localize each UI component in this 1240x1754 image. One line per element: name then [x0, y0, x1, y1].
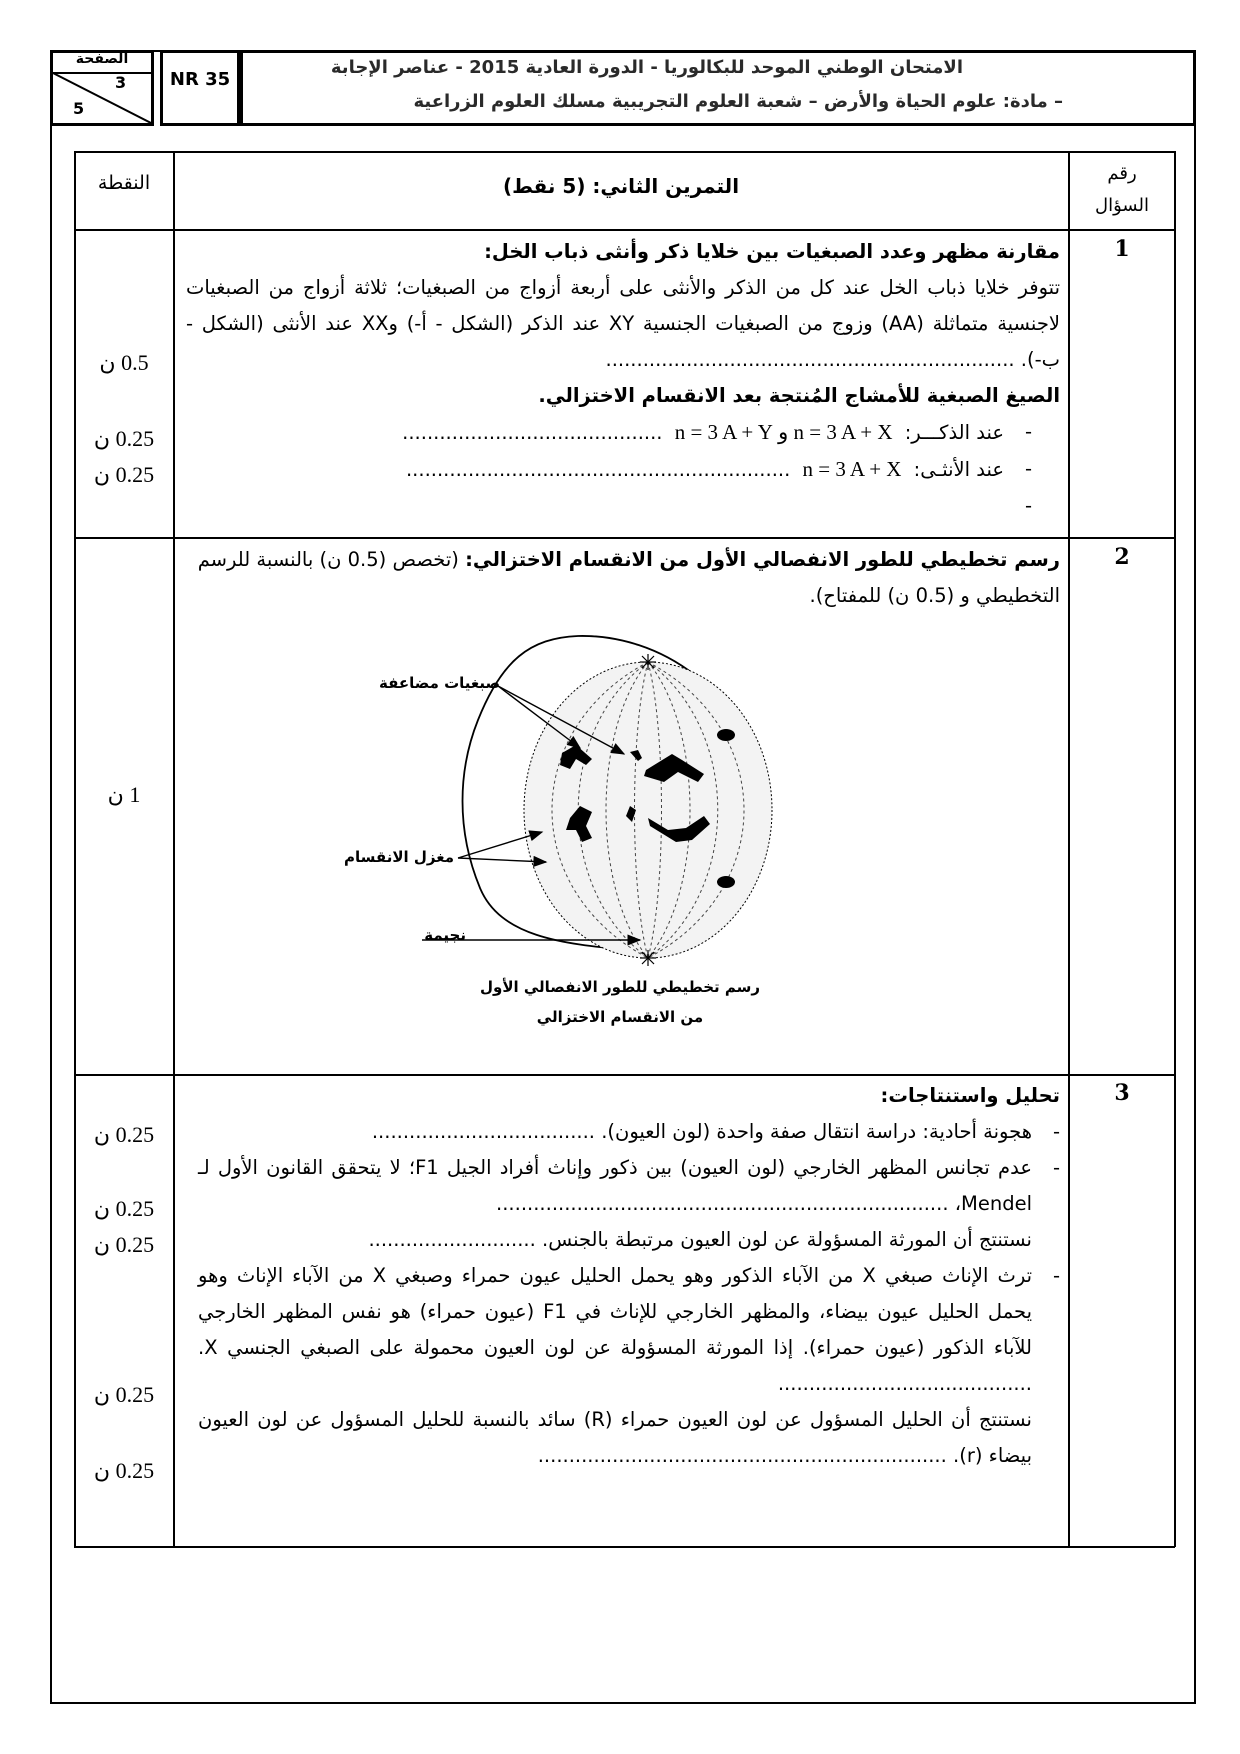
q1-male-line [186, 414, 1032, 451]
q3-bullet-1: - هجونة أحادية: دراسة انتقال صفة واحدة (لون العيون). .................................... [198, 1114, 1060, 1150]
q3-content [186, 1078, 1060, 1474]
q2-text: (تخصص (0.5 ن) بالنسبة للرسم التخطيطي و (0.5 ن) للمفتاح). [197, 548, 1060, 607]
exam-code-box [160, 50, 240, 126]
question-number-header-line1: رقم [1107, 163, 1137, 184]
question-number-header-line2: السؤال [1095, 195, 1149, 216]
q1-points-2: 0.25 ن [93, 426, 155, 451]
q3-points-3: 0.25 ن [93, 1232, 155, 1257]
exam-title-box [240, 50, 1196, 126]
spindle-region [524, 662, 772, 958]
page-current: 3 [115, 73, 127, 92]
q2-points: 1 ن [107, 782, 141, 807]
exercise-title: التمرين الثاني: (5 نقط) [502, 174, 740, 198]
label-spindle: مغزل الانقسام [344, 848, 454, 866]
q3-conclusion-2: نستنتج أن الحليل المسؤول عن لون العيون حمراء (R) سائد بالنسبة للحليل المسؤول عن لون العيون بيضاء (r). .................................................................. [198, 1408, 1032, 1467]
label-aster: نجيمة [424, 926, 466, 944]
diagram-caption-line1: رسم تخطيطي للطور الانفصالي الأول [479, 978, 761, 996]
q3-points-2: 0.25 ن [93, 1196, 155, 1221]
q1-text: تتوفر خلايا ذباب الخل عند كل من الذكر والأنثى على أربعة أزواج من الصبغيات؛ ثلاثة أزواج من الصبغيات لاجنسية متماثلة (AA) وزوج من الصبغيات الجنسية XY عند الذكر (الشكل - أ-) وXX عند الأنثى (الشكل - ب-). .................................................................. [186, 276, 1060, 371]
aster-top [640, 654, 656, 670]
q1-number: 1 [1114, 236, 1130, 262]
q1-empty-bullet [186, 488, 1032, 518]
aster-bottom [640, 950, 656, 966]
q3-bullet-3: - ترث الإناث صبغي X من الآباء الذكور وهو يحمل الحليل عيون حمراء وصبغي X من الآباء الإناث وهو يحمل الحليل عيون بيضاء، والمظهر الخارجي للإناث في F1 (عيون حمراء) هو نفس المظهر الخارجي للآباء الذكور (عيون حمراء). إذا المورثة المسؤولة عن لون العيون محمولة على الصبغي الجنسي X. ......................................... [198, 1258, 1060, 1402]
q1-female-label: عند الأنثـى: [913, 458, 1004, 481]
q3-points-4: 0.25 ن [93, 1382, 155, 1407]
q1-female-line [186, 451, 1032, 488]
points-column-header: النقطة [97, 172, 151, 194]
label-duplicated-chromosomes: صبغيات مضاعفة [379, 674, 500, 692]
page-total: 5 [73, 99, 85, 118]
question-number-header [1070, 158, 1174, 222]
exam-code: NR 35 [169, 69, 231, 90]
q1-male-label: عند الذكـــر: [904, 421, 1004, 444]
exam-title-line2: – مادة: علوم الحياة والأرض – شعبة العلوم التجريبية مسلك العلوم الزراعية [413, 91, 1063, 112]
q1-title: مقارنة مظهر وعدد الصبغيات بين خلايا ذكر وأنثى ذباب الخل: [484, 240, 1060, 263]
q3-points-5: 0.25 ن [93, 1458, 155, 1483]
page-label: الصفحة [75, 51, 129, 67]
q1-female-formula: n = 3 A + X [802, 457, 902, 481]
q3-number: 3 [1114, 1080, 1130, 1106]
q3-conclusion-1: نستنتج أن المورثة المسؤولة عن لون العيون مرتبطة بالجنس. ........................... [368, 1228, 1032, 1251]
q3-title: تحليل واستنتاجات: [880, 1084, 1060, 1107]
q1-female-dots: .............................................................. [405, 458, 791, 481]
q1-points-1: 0.5 ن [99, 350, 149, 375]
q2-number: 2 [1114, 544, 1130, 570]
q1-male-formula: n = 3 A + X و n = 3 A + Y [674, 420, 893, 444]
q2-content [186, 542, 1060, 614]
q1-content [186, 234, 1060, 518]
page-number-box [50, 50, 154, 126]
diagram-caption-line2: من الانقسام الاختزالي [536, 1008, 704, 1026]
q3-bullet-2: - عدم تجانس المظهر الخارجي (لون العيون) بين ذكور وإناث أفراد الجيل F1؛ لا يتحقق القانون الأول لـ Mendel، ......................................................................... [198, 1150, 1060, 1222]
q1-male-dots: .......................................... [402, 421, 663, 444]
q1-points-3: 0.25 ن [93, 462, 155, 487]
q3-points-1: 0.25 ن [93, 1122, 155, 1147]
exam-title-line1: الامتحان الوطني الموحد للبكالوريا - الدورة العادية 2015 - عناصر الإجابة [330, 57, 963, 78]
q2-title: رسم تخطيطي للطور الانفصالي الأول من الانقسام الاختزالي: [465, 548, 1060, 571]
q1-subtitle: الصيغ الصبغية للأمشاج المُنتجة بعد الانقسام الاختزالي. [538, 384, 1060, 407]
